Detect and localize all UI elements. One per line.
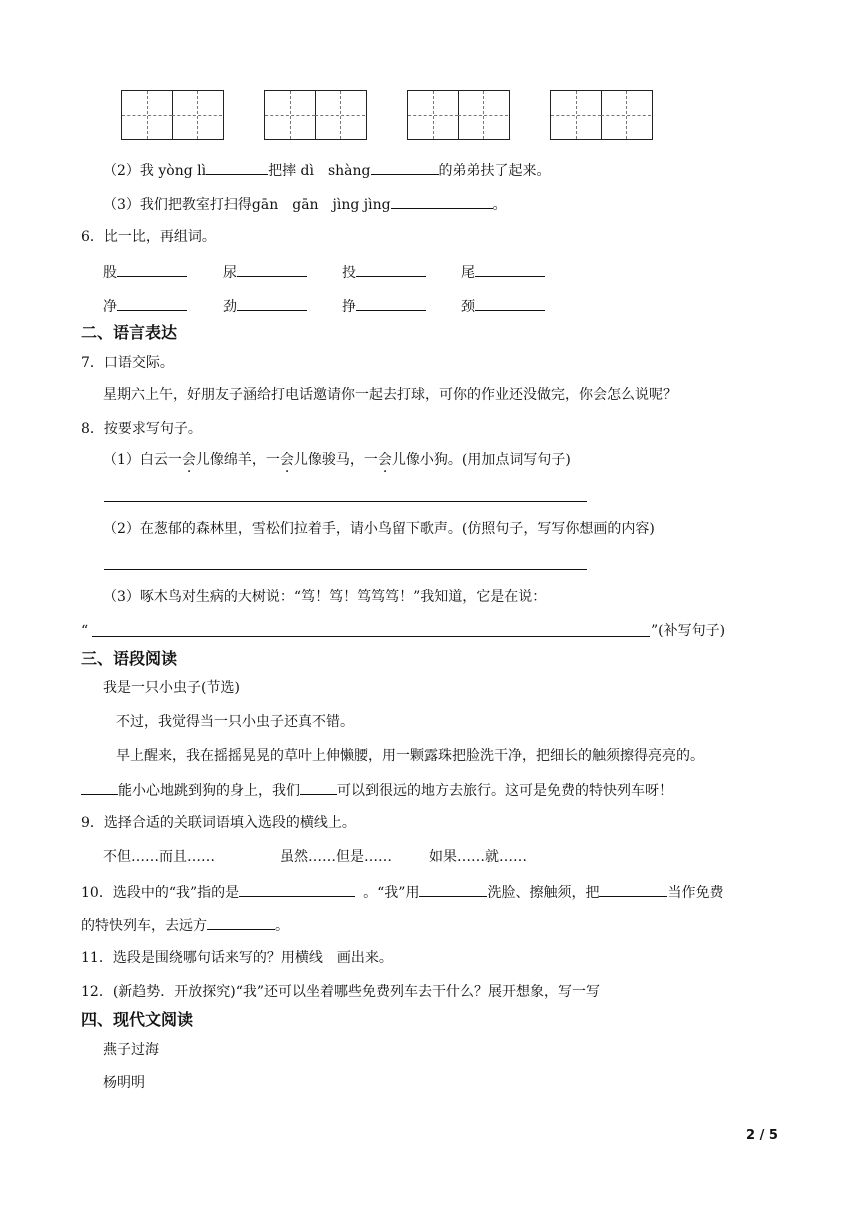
q6-item: 股 xyxy=(103,261,187,283)
q10-line-1: 10．选段中的“我”指的是 。“我”用 洗脸、擦触须，把 当作免费 xyxy=(81,881,723,903)
section-heading-3: 三、语段阅读 xyxy=(81,649,178,668)
q8-3-open-quote: “ xyxy=(81,623,89,639)
answer-blank[interactable] xyxy=(391,193,493,209)
q6-title: 6．比一比，再组词。 xyxy=(81,229,216,245)
dotted-word: 一会儿 xyxy=(265,452,308,468)
answer-blank[interactable] xyxy=(206,159,268,175)
answer-blank[interactable] xyxy=(117,261,187,277)
q6-item: 劲 xyxy=(223,295,307,317)
q5-3-prefix: （3）我们把教室打扫得gān gān jìng jìng xyxy=(103,197,391,213)
answer-blank[interactable] xyxy=(419,881,487,897)
q7-text: 星期六上午，好朋友子涵给打电话邀请你一起去打球，可你的作业还没做完，你会怎么说呢？ xyxy=(103,387,677,403)
answer-blank[interactable] xyxy=(371,159,439,175)
passage-paragraph-3: 能小心地跳到狗的身上，我们 可以到很远的地方去旅行。这可是免费的特快列车呀！ xyxy=(81,779,673,801)
q5-3-suffix: 。 xyxy=(492,197,507,213)
section-heading-4: 四、现代文阅读 xyxy=(81,1010,194,1029)
dotted-word: 一会儿 xyxy=(363,452,406,468)
q6-item: 尿 xyxy=(223,261,307,283)
answer-blank[interactable] xyxy=(207,914,275,930)
q5-2-suffix: 的弟弟扶了起来。 xyxy=(438,163,551,179)
dotted-word: 一会儿 xyxy=(167,452,210,468)
answer-blank[interactable] xyxy=(117,295,187,311)
answer-blank[interactable] xyxy=(356,261,426,277)
page-number: 2 / 5 xyxy=(746,1128,778,1143)
q9-option-1: 不但……而且…… xyxy=(103,849,215,865)
q10-line-2: 的特快列车，去远方 。 xyxy=(81,914,289,936)
q9-title: 9．选择合适的关联词语填入选段的横线上。 xyxy=(81,815,356,831)
q12: 12．(新趋势．开放探究)“我”还可以坐着哪些免费列车去干什么？展开想象，写一写 xyxy=(81,984,601,1000)
q8-sentence-3: （3）啄木鸟对生病的大树说：“笃！笃！笃笃笃！”我知道，它是在说： xyxy=(103,589,547,605)
answer-blank[interactable] xyxy=(599,881,667,897)
answer-blank[interactable] xyxy=(237,261,307,277)
q9-option-2: 虽然……但是…… xyxy=(280,849,392,865)
passage-paragraph-1: 不过，我觉得当一只小虫子还真不错。 xyxy=(116,714,354,730)
q5-line-2 xyxy=(103,159,551,181)
passage-4-title: 燕子过海 xyxy=(103,1042,159,1058)
q8-sentence-1: （1）白云一会儿像绵羊，一会儿像骏马，一会儿像小狗。(用加点词写句子) xyxy=(103,452,571,468)
writing-grid-3[interactable] xyxy=(407,90,510,140)
q5-2-mid: 把摔 dì shàng xyxy=(268,163,371,179)
answer-line-q8-1[interactable] xyxy=(104,501,587,502)
q6-item: 投 xyxy=(342,261,426,283)
answer-line-q8-2[interactable] xyxy=(104,569,587,570)
q6-item: 颈 xyxy=(461,295,545,317)
answer-line-q8-3[interactable] xyxy=(92,636,650,637)
writing-grid-2[interactable] xyxy=(264,90,367,140)
answer-blank[interactable] xyxy=(475,295,545,311)
answer-blank[interactable] xyxy=(475,261,545,277)
answer-blank[interactable] xyxy=(356,295,426,311)
answer-blank[interactable] xyxy=(239,881,355,897)
answer-blank[interactable] xyxy=(237,295,307,311)
q5-2-prefix: （2）我 yòng lì xyxy=(103,163,207,179)
writing-grid-1[interactable] xyxy=(121,90,224,140)
q6-item: 净 xyxy=(103,295,187,317)
writing-grid-4[interactable] xyxy=(550,90,653,140)
q6-item: 挣 xyxy=(342,295,426,317)
q5-line-3 xyxy=(103,193,507,215)
answer-blank[interactable] xyxy=(300,779,337,795)
q9-option-3: 如果……就…… xyxy=(429,849,527,865)
q8-sentence-2: （2）在葱郁的森林里，雪松们拉着手，请小鸟留下歌声。(仿照句子，写写你想画的内容) xyxy=(103,521,655,537)
q6-item: 尾 xyxy=(461,261,545,283)
q7-title: 7．口语交际。 xyxy=(81,355,174,371)
passage-paragraph-2: 早上醒来，我在摇摇晃晃的草叶上伸懒腰，用一颗露珠把脸洗干净，把细长的触须擦得亮亮的。 xyxy=(116,748,704,764)
passage-title: 我是一只小虫子(节选) xyxy=(103,680,240,696)
passage-4-author: 杨明明 xyxy=(103,1075,145,1091)
q8-3-close: ”(补写句子) xyxy=(651,623,726,639)
q11: 11．选段是围绕哪句话来写的？用横线 画出来。 xyxy=(81,950,393,966)
answer-blank[interactable] xyxy=(81,779,118,795)
section-heading-2: 二、语言表达 xyxy=(81,323,178,342)
q8-title: 8．按要求写句子。 xyxy=(81,421,202,437)
